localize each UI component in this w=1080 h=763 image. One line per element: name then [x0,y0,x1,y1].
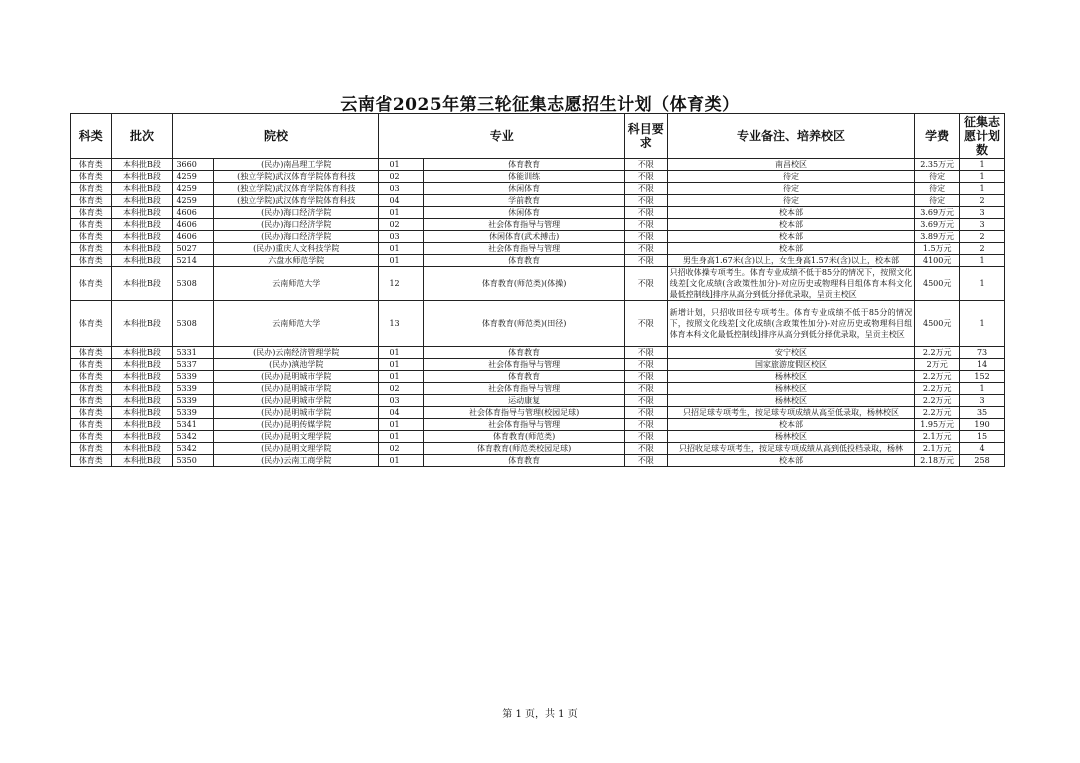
cell-category: 体育类 [71,371,112,383]
page-title: 云南省2025年第三轮征集志愿招生计划（体育类） [340,95,740,115]
cell-note-campus: 校本部 [667,243,915,255]
cell-batch: 本科批B段 [111,207,173,219]
cell-school-code: 5342 [173,443,214,455]
cell-school: (民办)南昌理工学院 [214,159,379,171]
cell-subject-requirement: 不限 [624,419,667,431]
cell-major: 体育教育 [424,255,625,267]
cell-school-code: 5339 [173,407,214,419]
cell-tuition: 4100元 [915,255,960,267]
cell-note-campus: 杨林校区 [667,371,915,383]
cell-school-code: 5341 [173,419,214,431]
header-major: 专业 [379,114,625,159]
cell-major-code: 01 [379,455,424,467]
cell-subject-requirement: 不限 [624,383,667,395]
table-row [71,231,1005,243]
cell-plan-count: 73 [960,347,1005,359]
cell-school: (民办)昆明文理学院 [214,443,379,455]
cell-batch: 本科批B段 [111,183,173,195]
cell-subject-requirement: 不限 [624,255,667,267]
cell-plan-count: 1 [960,255,1005,267]
cell-batch: 本科批B段 [111,301,173,347]
cell-note-campus: 杨林校区 [667,383,915,395]
cell-plan-count: 3 [960,219,1005,231]
cell-note-campus: 校本部 [667,231,915,243]
cell-tuition: 2.1万元 [915,431,960,443]
cell-tuition: 2.35万元 [915,159,960,171]
table-row [71,443,1005,455]
cell-school-code: 5339 [173,395,214,407]
cell-school: (民办)昆明传媒学院 [214,419,379,431]
cell-school-code: 4259 [173,195,214,207]
cell-subject-requirement: 不限 [624,231,667,243]
cell-tuition: 2.18万元 [915,455,960,467]
cell-school-code: 5027 [173,243,214,255]
cell-major-code: 01 [379,371,424,383]
header-tuition: 学费 [915,114,960,159]
cell-category: 体育类 [71,219,112,231]
cell-category: 体育类 [71,183,112,195]
cell-category: 体育类 [71,255,112,267]
cell-school: (民办)海口经济学院 [214,207,379,219]
cell-tuition: 2.2万元 [915,407,960,419]
cell-school: (民办)昆明文理学院 [214,431,379,443]
cell-major: 体育教育(师范类)(体操) [424,267,625,301]
cell-note-campus: 校本部 [667,455,915,467]
cell-school-code: 4606 [173,207,214,219]
cell-batch: 本科批B段 [111,395,173,407]
cell-plan-count: 1 [960,183,1005,195]
cell-school: (民办)昆明城市学院 [214,407,379,419]
cell-tuition: 1.95万元 [915,419,960,431]
cell-category: 体育类 [71,407,112,419]
cell-school: (民办)重庆人文科技学院 [214,243,379,255]
cell-note-campus: 待定 [667,195,915,207]
cell-school-code: 5308 [173,301,214,347]
table-row [71,301,1005,347]
table-body [71,159,1005,467]
cell-tuition: 2.2万元 [915,395,960,407]
cell-school: 云南师范大学 [214,267,379,301]
cell-school-code: 5350 [173,455,214,467]
cell-category: 体育类 [71,243,112,255]
cell-batch: 本科批B段 [111,195,173,207]
cell-plan-count: 14 [960,359,1005,371]
cell-major-code: 01 [379,159,424,171]
cell-school-code: 5337 [173,359,214,371]
table-row [71,395,1005,407]
cell-plan-count: 1 [960,159,1005,171]
cell-major-code: 01 [379,255,424,267]
cell-batch: 本科批B段 [111,455,173,467]
cell-major-code: 01 [379,207,424,219]
cell-school-code: 3660 [173,159,214,171]
cell-tuition: 2万元 [915,359,960,371]
cell-note-campus: 校本部 [667,207,915,219]
cell-major: 体育教育(师范类) [424,431,625,443]
cell-batch: 本科批B段 [111,171,173,183]
cell-major-code: 03 [379,183,424,195]
cell-subject-requirement: 不限 [624,159,667,171]
cell-school: (民办)滇池学院 [214,359,379,371]
cell-major: 体育教育 [424,159,625,171]
cell-plan-count: 1 [960,267,1005,301]
cell-plan-count: 1 [960,383,1005,395]
table-row [71,407,1005,419]
table-row [71,431,1005,443]
cell-category: 体育类 [71,431,112,443]
cell-note-campus: 安宁校区 [667,347,915,359]
table-row [71,267,1005,301]
cell-school: (独立学院)武汉体育学院体育科技 [214,195,379,207]
cell-batch: 本科批B段 [111,231,173,243]
cell-major: 体育教育(师范类)(田径) [424,301,625,347]
table-row [71,219,1005,231]
cell-tuition: 3.89万元 [915,231,960,243]
cell-plan-count: 15 [960,431,1005,443]
table-row [71,195,1005,207]
cell-category: 体育类 [71,171,112,183]
cell-batch: 本科批B段 [111,267,173,301]
cell-major: 社会体育指导与管理 [424,383,625,395]
cell-tuition: 3.69万元 [915,219,960,231]
cell-school: (独立学院)武汉体育学院体育科技 [214,183,379,195]
cell-subject-requirement: 不限 [624,267,667,301]
cell-batch: 本科批B段 [111,419,173,431]
header-category: 科类 [71,114,112,159]
cell-tuition: 待定 [915,183,960,195]
cell-school: 云南师范大学 [214,301,379,347]
cell-tuition: 4500元 [915,267,960,301]
cell-note-campus: 校本部 [667,419,915,431]
cell-major: 休闲体育 [424,207,625,219]
header-note-campus: 专业备注、培养校区 [667,114,915,159]
cell-major-code: 01 [379,347,424,359]
table-row [71,255,1005,267]
cell-note-campus: 待定 [667,171,915,183]
cell-note-campus: 南昌校区 [667,159,915,171]
cell-plan-count: 190 [960,419,1005,431]
cell-major-code: 04 [379,407,424,419]
cell-batch: 本科批B段 [111,347,173,359]
page-footer: 第 1 页，共 1 页 [502,709,578,720]
cell-note-campus: 杨林校区 [667,395,915,407]
cell-major-code: 01 [379,419,424,431]
cell-batch: 本科批B段 [111,159,173,171]
cell-school-code: 4606 [173,219,214,231]
cell-plan-count: 1 [960,301,1005,347]
table-row [71,207,1005,219]
cell-batch: 本科批B段 [111,431,173,443]
cell-batch: 本科批B段 [111,383,173,395]
cell-plan-count: 152 [960,371,1005,383]
cell-major: 体育教育 [424,371,625,383]
cell-note-campus: 只招收体操专项考生。体育专业成绩不低于85分的情况下，按照文化线差[文化成绩(含政策性加分)-对应历史或物理科目组体育本科文化最低控制线]排序从高分到低分择优录取，呈贡主校区 [667,267,915,301]
cell-school: 六盘水师范学院 [214,255,379,267]
cell-category: 体育类 [71,159,112,171]
cell-tuition: 2.2万元 [915,383,960,395]
table-row [71,159,1005,171]
cell-school-code: 5214 [173,255,214,267]
cell-school: (民办)昆明城市学院 [214,395,379,407]
cell-major: 运动康复 [424,395,625,407]
cell-major: 体能训练 [424,171,625,183]
cell-subject-requirement: 不限 [624,407,667,419]
cell-major-code: 02 [379,443,424,455]
cell-major: 休闲体育 [424,183,625,195]
cell-major: 体育教育(师范类校园足球) [424,443,625,455]
cell-plan-count: 2 [960,243,1005,255]
cell-major: 社会体育指导与管理 [424,419,625,431]
cell-tuition: 2.2万元 [915,347,960,359]
cell-note-campus: 男生身高1.67米(含)以上，女生身高1.57米(含)以上，校本部 [667,255,915,267]
cell-school-code: 5339 [173,383,214,395]
cell-category: 体育类 [71,231,112,243]
cell-school-code: 5308 [173,267,214,301]
cell-major-code: 03 [379,395,424,407]
cell-subject-requirement: 不限 [624,171,667,183]
cell-major-code: 04 [379,195,424,207]
cell-major-code: 02 [379,171,424,183]
cell-batch: 本科批B段 [111,255,173,267]
cell-major-code: 01 [379,359,424,371]
cell-plan-count: 1 [960,171,1005,183]
cell-batch: 本科批B段 [111,243,173,255]
cell-tuition: 4500元 [915,301,960,347]
cell-subject-requirement: 不限 [624,183,667,195]
cell-major: 体育教育 [424,347,625,359]
cell-tuition: 1.5万元 [915,243,960,255]
header-school: 院校 [173,114,379,159]
cell-subject-requirement: 不限 [624,195,667,207]
table-row [71,371,1005,383]
cell-school: (民办)昆明城市学院 [214,383,379,395]
cell-plan-count: 3 [960,207,1005,219]
cell-tuition: 2.1万元 [915,443,960,455]
cell-major-code: 03 [379,231,424,243]
table-row [71,171,1005,183]
cell-school: (民办)海口经济学院 [214,219,379,231]
cell-batch: 本科批B段 [111,407,173,419]
cell-major: 社会体育指导与管理(校园足球) [424,407,625,419]
cell-note-campus: 杨林校区 [667,431,915,443]
admission-plan-table [70,113,1005,467]
table-row [71,455,1005,467]
cell-plan-count: 258 [960,455,1005,467]
cell-category: 体育类 [71,455,112,467]
table-row [71,183,1005,195]
header-subject-requirement: 科目要求 [624,114,667,159]
cell-note-campus: 校本部 [667,219,915,231]
cell-school-code: 5331 [173,347,214,359]
cell-note-campus: 待定 [667,183,915,195]
cell-subject-requirement: 不限 [624,371,667,383]
cell-major: 社会体育指导与管理 [424,219,625,231]
cell-plan-count: 35 [960,407,1005,419]
cell-batch: 本科批B段 [111,371,173,383]
table-row [71,359,1005,371]
cell-subject-requirement: 不限 [624,455,667,467]
cell-category: 体育类 [71,359,112,371]
cell-category: 体育类 [71,347,112,359]
cell-plan-count: 4 [960,443,1005,455]
cell-batch: 本科批B段 [111,359,173,371]
cell-major: 社会体育指导与管理 [424,359,625,371]
cell-category: 体育类 [71,195,112,207]
cell-school-code: 5339 [173,371,214,383]
table-row [71,383,1005,395]
cell-school-code: 5342 [173,431,214,443]
cell-category: 体育类 [71,301,112,347]
cell-school: (独立学院)武汉体育学院体育科技 [214,171,379,183]
cell-plan-count: 2 [960,231,1005,243]
cell-subject-requirement: 不限 [624,207,667,219]
cell-category: 体育类 [71,383,112,395]
cell-major-code: 01 [379,431,424,443]
table-header-row [71,114,1005,159]
cell-subject-requirement: 不限 [624,443,667,455]
cell-category: 体育类 [71,419,112,431]
cell-school-code: 4259 [173,171,214,183]
cell-note-campus: 只招足球专项考生，按足球专项成绩从高至低录取，杨林校区 [667,407,915,419]
cell-batch: 本科批B段 [111,443,173,455]
cell-subject-requirement: 不限 [624,243,667,255]
cell-subject-requirement: 不限 [624,431,667,443]
cell-subject-requirement: 不限 [624,301,667,347]
cell-major: 休闲体育(武术搏击) [424,231,625,243]
cell-school: (民办)云南工商学院 [214,455,379,467]
cell-subject-requirement: 不限 [624,359,667,371]
table-row [71,347,1005,359]
cell-school-code: 4606 [173,231,214,243]
cell-subject-requirement: 不限 [624,347,667,359]
cell-major-code: 01 [379,243,424,255]
cell-tuition: 待定 [915,195,960,207]
cell-tuition: 3.69万元 [915,207,960,219]
cell-note-campus: 新增计划，只招收田径专项考生。体育专业成绩不低于85分的情况下，按照文化线差[文化成绩(含政策性加分)-对应历史或物理科目组体育本科文化最低控制线]排序从高分到低分择优录取，呈贡主校区 [667,301,915,347]
cell-note-campus: 国家旅游度假区校区 [667,359,915,371]
cell-major: 学前教育 [424,195,625,207]
cell-major-code: 12 [379,267,424,301]
cell-school: (民办)海口经济学院 [214,231,379,243]
cell-major-code: 13 [379,301,424,347]
cell-subject-requirement: 不限 [624,219,667,231]
cell-school: (民办)云南经济管理学院 [214,347,379,359]
header-plan-count: 征集志愿计划数 [960,114,1005,159]
cell-category: 体育类 [71,395,112,407]
cell-category: 体育类 [71,207,112,219]
cell-batch: 本科批B段 [111,219,173,231]
cell-note-campus: 只招收足球专项考生，按足球专项成绩从高到低投档录取，杨林 [667,443,915,455]
table-row [71,419,1005,431]
cell-category: 体育类 [71,443,112,455]
cell-plan-count: 3 [960,395,1005,407]
cell-major-code: 02 [379,219,424,231]
cell-subject-requirement: 不限 [624,395,667,407]
cell-major-code: 02 [379,383,424,395]
cell-school: (民办)昆明城市学院 [214,371,379,383]
cell-school-code: 4259 [173,183,214,195]
cell-tuition: 2.2万元 [915,371,960,383]
cell-major: 体育教育 [424,455,625,467]
cell-plan-count: 2 [960,195,1005,207]
cell-major: 社会体育指导与管理 [424,243,625,255]
cell-category: 体育类 [71,267,112,301]
table-row [71,243,1005,255]
header-batch: 批次 [111,114,173,159]
cell-tuition: 待定 [915,171,960,183]
